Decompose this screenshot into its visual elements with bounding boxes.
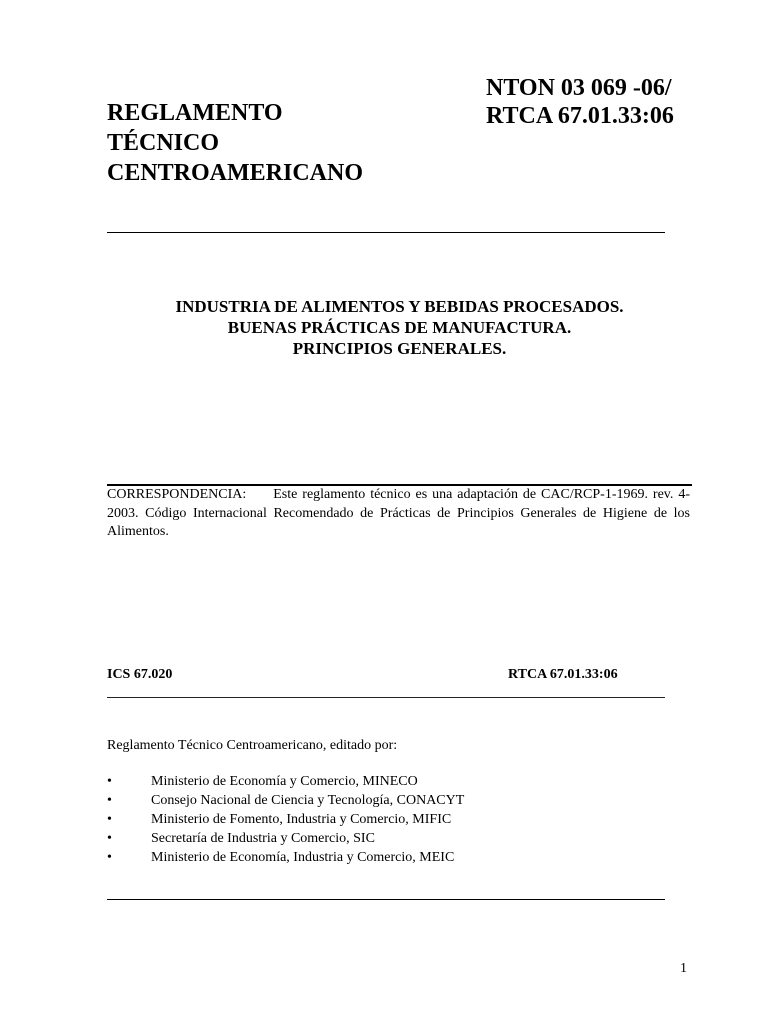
subject-line: INDUSTRIA DE ALIMENTOS Y BEBIDAS PROCESADOS. bbox=[175, 297, 624, 316]
editors-list bbox=[107, 772, 464, 867]
code-line: RTCA 67.01.33:06 bbox=[486, 103, 674, 129]
rtca-code: RTCA 67.01.33:06 bbox=[508, 667, 618, 682]
bullet-icon: • bbox=[107, 774, 112, 789]
title-line: TÉCNICO bbox=[107, 130, 220, 156]
correspondence-label: CORRESPONDENCIA: bbox=[107, 487, 247, 502]
list-item bbox=[107, 791, 464, 810]
document-subject bbox=[107, 296, 692, 359]
list-item bbox=[107, 772, 464, 791]
bullet-icon: • bbox=[107, 831, 112, 846]
title-line: REGLAMENTO bbox=[107, 100, 283, 126]
subject-line: BUENAS PRÁCTICAS DE MANUFACTURA. bbox=[227, 318, 572, 337]
bullet-icon: • bbox=[107, 850, 112, 865]
correspondence-text: Este reglamento técnico es una adaptación de CAC/RCP-1-1969. rev. 4-2003. Código Internacional Recomendado de Prácticas de Principios Generales de Higiene de los Alimentos. bbox=[107, 487, 690, 539]
editors-divider bbox=[107, 899, 665, 900]
editor-name: Secretaría de Industria y Comercio, SIC bbox=[151, 831, 375, 846]
title-line: CENTROAMERICANO bbox=[107, 160, 364, 186]
bullet-icon: • bbox=[107, 793, 112, 808]
header-divider bbox=[107, 232, 665, 233]
list-item bbox=[107, 810, 464, 829]
correspondence-paragraph bbox=[107, 486, 690, 542]
list-item bbox=[107, 829, 464, 848]
bullet-icon: • bbox=[107, 812, 112, 827]
editor-name: Consejo Nacional de Ciencia y Tecnología, CONACYT bbox=[151, 793, 465, 808]
document-title bbox=[107, 98, 363, 188]
code-line: NTON 03 069 -06/ bbox=[486, 75, 672, 101]
editor-name: Ministerio de Fomento, Industria y Comercio, MIFIC bbox=[151, 812, 452, 827]
ics-code: ICS 67.020 bbox=[107, 667, 173, 682]
editors-intro: Reglamento Técnico Centroamericano, editado por: bbox=[107, 738, 398, 753]
list-item bbox=[107, 848, 464, 867]
page-number: 1 bbox=[680, 961, 687, 976]
document-code bbox=[486, 74, 674, 130]
classification-divider bbox=[107, 697, 665, 698]
subject-line: PRINCIPIOS GENERALES. bbox=[292, 339, 507, 358]
editor-name: Ministerio de Economía, Industria y Comercio, MEIC bbox=[151, 850, 455, 865]
editor-name: Ministerio de Economía y Comercio, MINECO bbox=[151, 774, 418, 789]
